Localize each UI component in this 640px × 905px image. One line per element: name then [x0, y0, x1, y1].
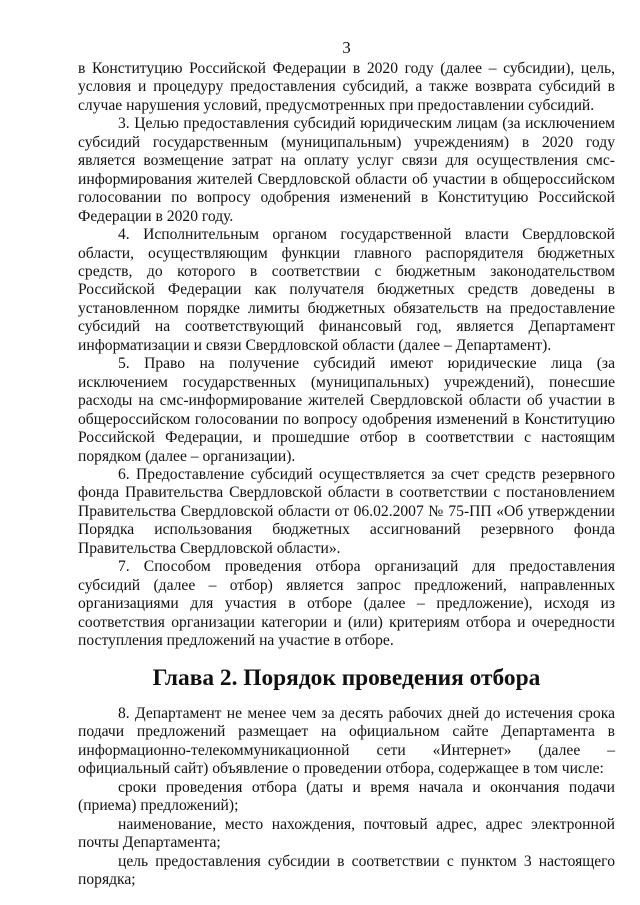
paragraph-intro-continuation: в Конституцию Российской Федерации в 2020 году (далее – субсидии), цель, условия и процедуру предоставления субсидий, а также возврата субсидий в случае нарушения условий, предусмотренных при предоставлении субсидий.: [78, 60, 615, 114]
paragraph-7: 7. Способом проведения отбора организаций для предоставления субсидий (далее – отбор) является запрос предложений, направленных организациями для участия в отборе (далее – предложение), исходя из соответствия организации категории и (или) критериям отбора и очередности поступления предложений на участие в отборе.: [78, 558, 615, 650]
document-page: [78, 38, 615, 889]
paragraph-5: 5. Право на получение субсидий имеют юридические лица (за исключением государственных (муниципальных) учреждений), понесшие расходы на смс-информирование жителей Свердловской области об участии в общероссийском голосовании по вопросу одобрения изменений в Конституцию Российской Федерации, и прошедшие отбор в соответствии с настоящим порядком (далее – организации).: [78, 355, 615, 465]
page-number: 3: [342, 38, 351, 57]
paragraph-8: 8. Департамент не менее чем за десять рабочих дней до истечения срока подачи предложений размещает на официальном сайте Департамента в информационно-телекоммуникационной сети «Интернет» (далее – официальный сайт) объявление о проведении отбора, содержащее в том числе:: [78, 704, 615, 778]
paragraph-4: 4. Исполнительным органом государственной власти Свердловской области, осуществляющим функции главного распорядителя бюджетных средств, до которого в соответствии с бюджетным законодательством Российской Федерации как получателя бюджетных средств доведены в установленном порядке лимиты бюджетных обязательств на предоставление субсидий на соответствующий финансовый год, является Департамент информатизации и связи Свердловской области (далее – Департамент).: [78, 226, 615, 354]
list-item-subsidy-purpose: цель предоставления субсидии в соответствии с пунктом 3 настоящего порядка;: [78, 852, 615, 889]
paragraph-3: 3. Целью предоставления субсидий юридическим лицам (за исключением субсидий государственным (муниципальным) учреждениям) в 2020 году является возмещение затрат на оплату услуг связи для осуществления смс-информирования жителей Свердловской области об участии в общероссийском голосовании по вопросу одобрения изменений в Конституцию Российской Федерации в 2020 году.: [78, 115, 615, 225]
chapter-heading: Глава 2. Порядок проведения отбора: [152, 664, 541, 691]
paragraph-6: 6. Предоставление субсидий осуществляется за счет средств резервного фонда Правительства Свердловской области в соответствии с постановлением Правительства Свердловской области от 06.02.2007 № 75-ПП «Об утверждении Порядка использования бюджетных ассигнований резервного фонда Правительства Свердловской области».: [78, 465, 615, 557]
list-item-deadlines: сроки проведения отбора (даты и время начала и окончания подачи (приема) предложений);: [78, 778, 615, 815]
list-item-department-contacts: наименование, место нахождения, почтовый адрес, адрес электронной почты Департамента;: [78, 815, 615, 852]
